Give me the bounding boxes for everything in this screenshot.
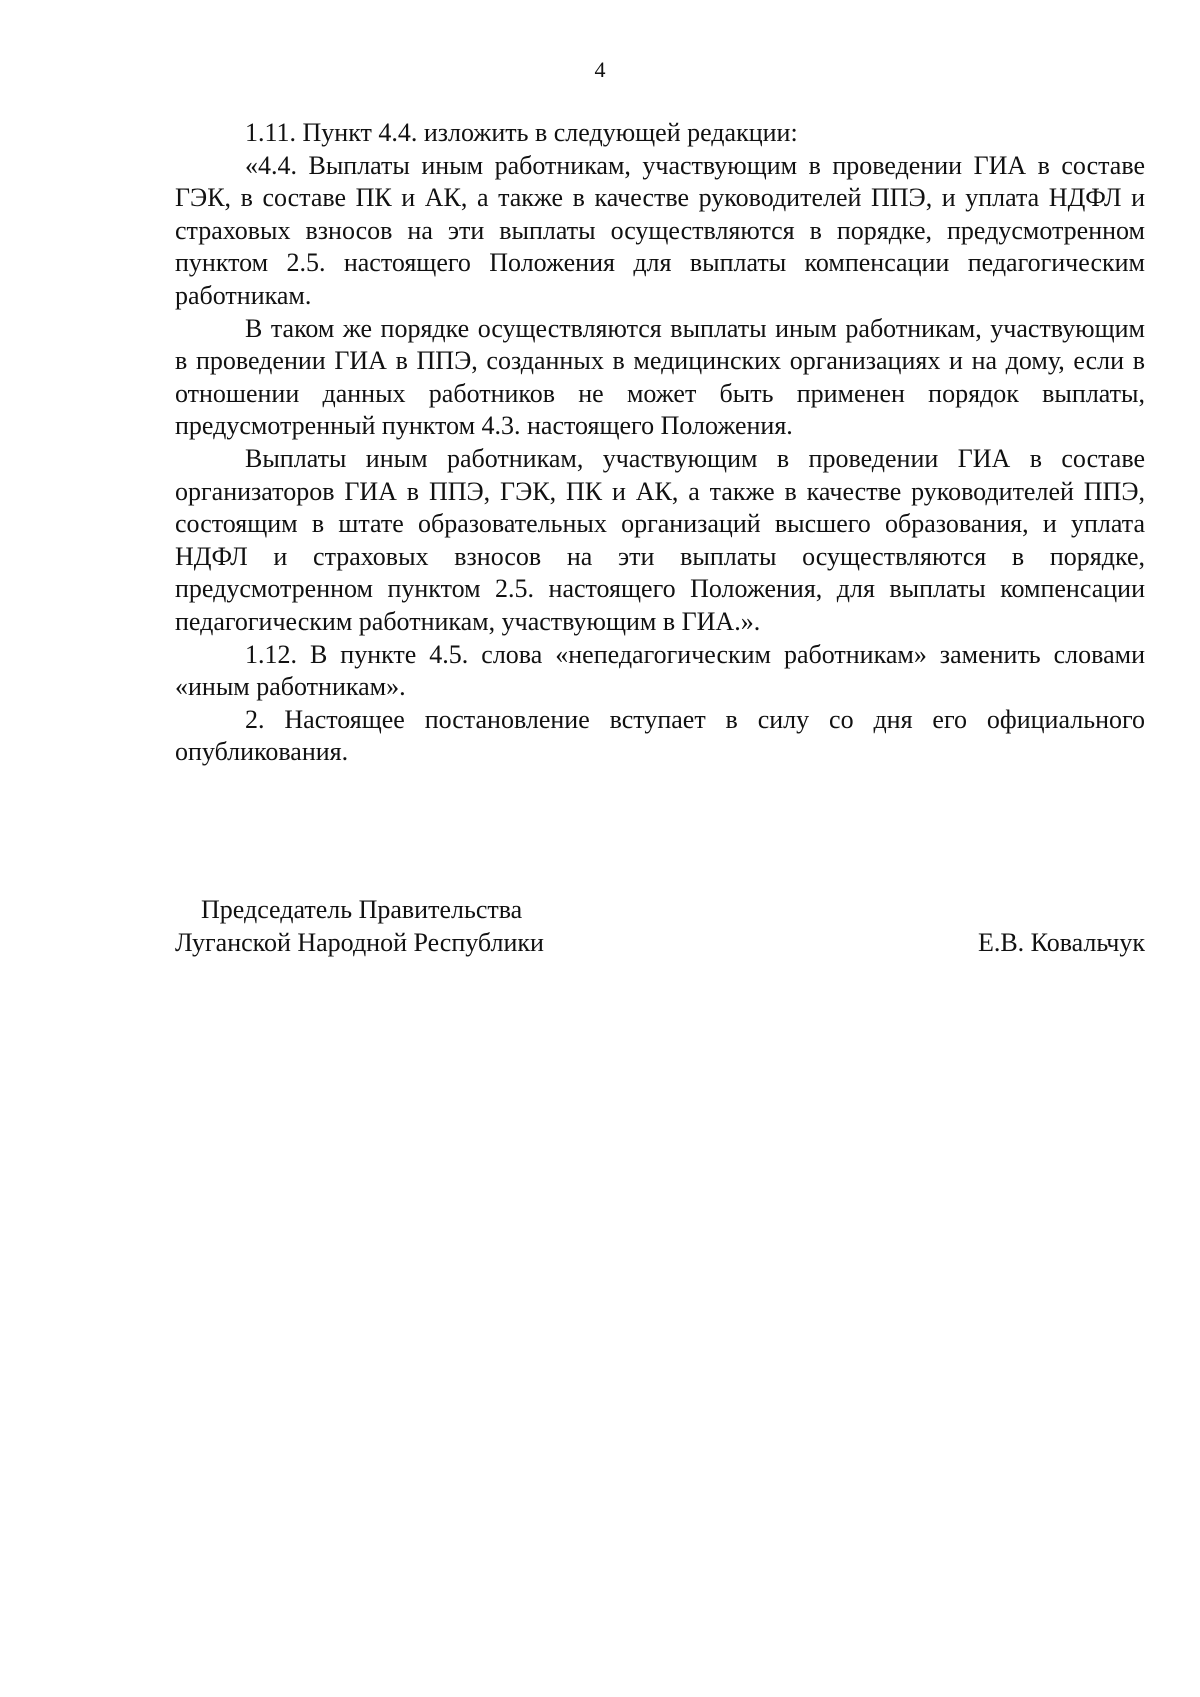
paragraph-same-order: В таком же порядке осуществляются выплаты иным работникам, участвующим в проведении ГИА в ППЭ, созданных в медицинских организациях и на дому, если в отношении данных работников не может быть применен порядок выплаты, предусмотренный пунктом 4.3. настоящего Положения.: [175, 313, 1145, 441]
page-number: 4: [594, 57, 606, 82]
signatory-position-line-1: Председатель Правительства: [201, 895, 523, 924]
paragraph-1-12: 1.12. В пункте 4.5. слова «непедагогическим работникам» заменить словами «иным работникам».: [175, 639, 1145, 702]
paragraph-4-4-quote: «4.4. Выплаты иным работникам, участвующим в проведении ГИА в составе ГЭК, в составе ПК и АК, а также в качестве руководителей ППЭ, и уплата НДФЛ и страховых взносов на эти выплаты осуществляются в порядке, предусмотренном пунктом 2.5. настоящего Положения для выплаты компенсации педагогическим работникам.: [175, 150, 1145, 310]
signature-block: [175, 893, 1145, 959]
signatory-position-line-2: Луганской Народной Республики: [175, 928, 544, 957]
document-body: [175, 117, 1145, 769]
paragraph-effective-date: 2. Настоящее постановление вступает в силу со дня его официального опубликования.: [175, 704, 1145, 767]
paragraph-1-11: 1.11. Пункт 4.4. изложить в следующей редакции:: [245, 118, 798, 147]
paragraph-payments-higher-ed: Выплаты иным работникам, участвующим в проведении ГИА в составе организаторов ГИА в ППЭ, ГЭК, ПК и АК, а также в качестве руководителей ППЭ, состоящим в штате образовательных организаций высшего образования, и уплата НДФЛ и страховых взносов на эти выплаты осуществляются в порядке, предусмотренном пунктом 2.5. настоящего Положения, для выплаты компенсации педагогическим работникам, участвующим в ГИА.».: [175, 443, 1145, 636]
signatory-name: Е.В. Ковальчук: [977, 928, 1145, 957]
signatory-position: [175, 893, 544, 959]
